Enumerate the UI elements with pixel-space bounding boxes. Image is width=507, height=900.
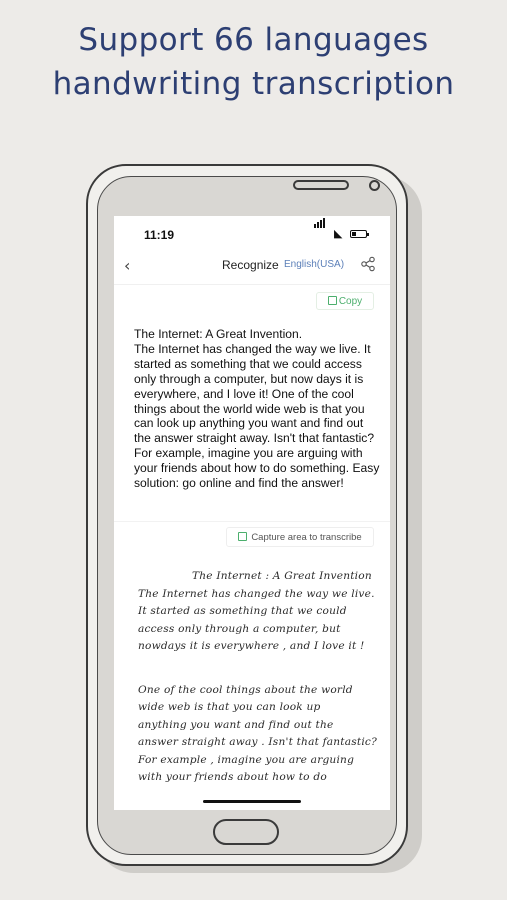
recognized-text[interactable]: [134, 327, 380, 491]
headline-line-1: Support 66 languages: [78, 22, 429, 58]
nav-divider: [114, 284, 390, 285]
home-indicator[interactable]: [203, 800, 301, 803]
handwriting-line: nowdays it is everywhere , and I love it !: [138, 640, 365, 652]
handwriting-line: access only through a computer, but: [138, 622, 341, 635]
section-divider: [114, 521, 390, 522]
wifi-icon: ◣: [334, 228, 343, 240]
language-selector[interactable]: English(USA): [284, 259, 345, 270]
handwriting-line: The Internet has changed the way we live.: [138, 587, 375, 600]
share-icon[interactable]: [360, 256, 376, 277]
recognized-title: The Internet: A Great Invention.: [134, 327, 303, 341]
handwriting-image: [138, 568, 377, 787]
chevron-left-icon[interactable]: ‹: [124, 256, 131, 275]
handwriting-line: One of the cool things about the world: [138, 683, 353, 696]
capture-icon: [238, 532, 247, 541]
copy-label: Copy: [338, 296, 363, 307]
phone-home-button[interactable]: [213, 819, 279, 845]
copy-button[interactable]: [316, 292, 374, 310]
handwriting-line: answer straight away . Isn't that fantastic?: [138, 736, 377, 748]
copy-icon: [328, 296, 337, 305]
recognized-body: The Internet has changed the way we live. It started as something that we could access only through a computer, but now days it is everywhere, and I love it! One of the cool things about the world wide web is that you can look up anything you want and find out the answer straight away. Isn't that fantastic? For example, imagine you are arguing with your friends about how to do something. Easy solution: go online and find the answer!: [134, 341, 380, 491]
capture-area-button[interactable]: [226, 527, 374, 547]
handwriting-line: The Internet : A Great Invention: [192, 570, 372, 582]
phone-speaker: [293, 180, 349, 190]
handwriting-line: It started as something that we could: [138, 605, 347, 617]
page-title: Recognize: [222, 258, 279, 272]
headline-line-2: handwriting transcription: [52, 66, 455, 102]
phone-screen: [114, 216, 390, 810]
status-time: 11:19: [144, 228, 175, 242]
handwriting-line: wide web is that you can look up: [138, 701, 321, 713]
capture-label: Capture area to transcribe: [251, 532, 362, 543]
handwriting-line: anything you want and find out the: [138, 718, 334, 731]
handwriting-line: with your friends about how to do: [138, 771, 327, 783]
handwriting-line: For example , imagine you are arguing: [138, 753, 355, 766]
phone-camera: [369, 180, 380, 191]
headline: [0, 18, 507, 106]
battery-icon: [350, 230, 367, 238]
